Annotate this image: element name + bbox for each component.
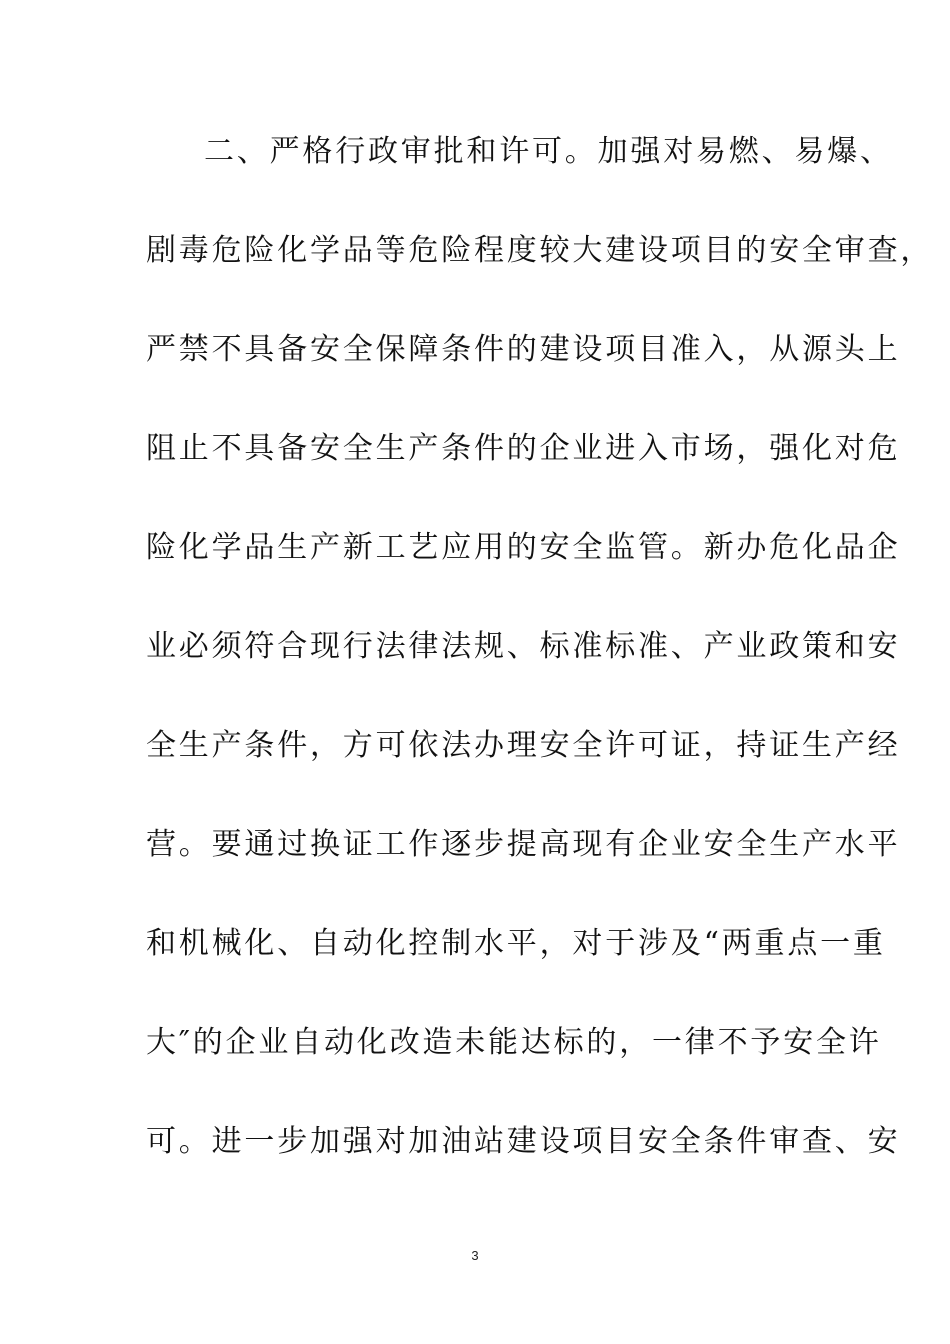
text-line: 二、严格行政审批和许可。加强对易燃、易爆、 — [204, 134, 893, 169]
body-text — [146, 127, 934, 1216]
text-line: 险化学品生产新工艺应用的安全监管。新办危化品企 — [146, 530, 901, 565]
text-line: 阻止不具备安全生产条件的企业进入市场，强化对危 — [146, 431, 901, 466]
text-line: 大″的企业自动化改造未能达标的，一律不予安全许 — [146, 1025, 882, 1060]
text-line: 和机械化、自动化控制水平，对于涉及“两重点一重 — [146, 926, 886, 961]
page-number: 3 — [471, 1248, 479, 1263]
text-line: 剧毒危险化学品等危险程度较大建设项目的安全审查， — [146, 233, 934, 268]
text-line: 可。进一步加强对加油站建设项目安全条件审查、安 — [146, 1124, 901, 1159]
text-line: 全生产条件，方可依法办理安全许可证，持证生产经 — [146, 728, 901, 763]
text-line: 业必须符合现行法律法规、标准标准、产业政策和安 — [146, 629, 901, 664]
text-line: 严禁不具备安全保障条件的建设项目准入，从源头上 — [146, 332, 901, 367]
text-line: 营。要通过换证工作逐步提高现有企业安全生产水平 — [146, 827, 901, 862]
